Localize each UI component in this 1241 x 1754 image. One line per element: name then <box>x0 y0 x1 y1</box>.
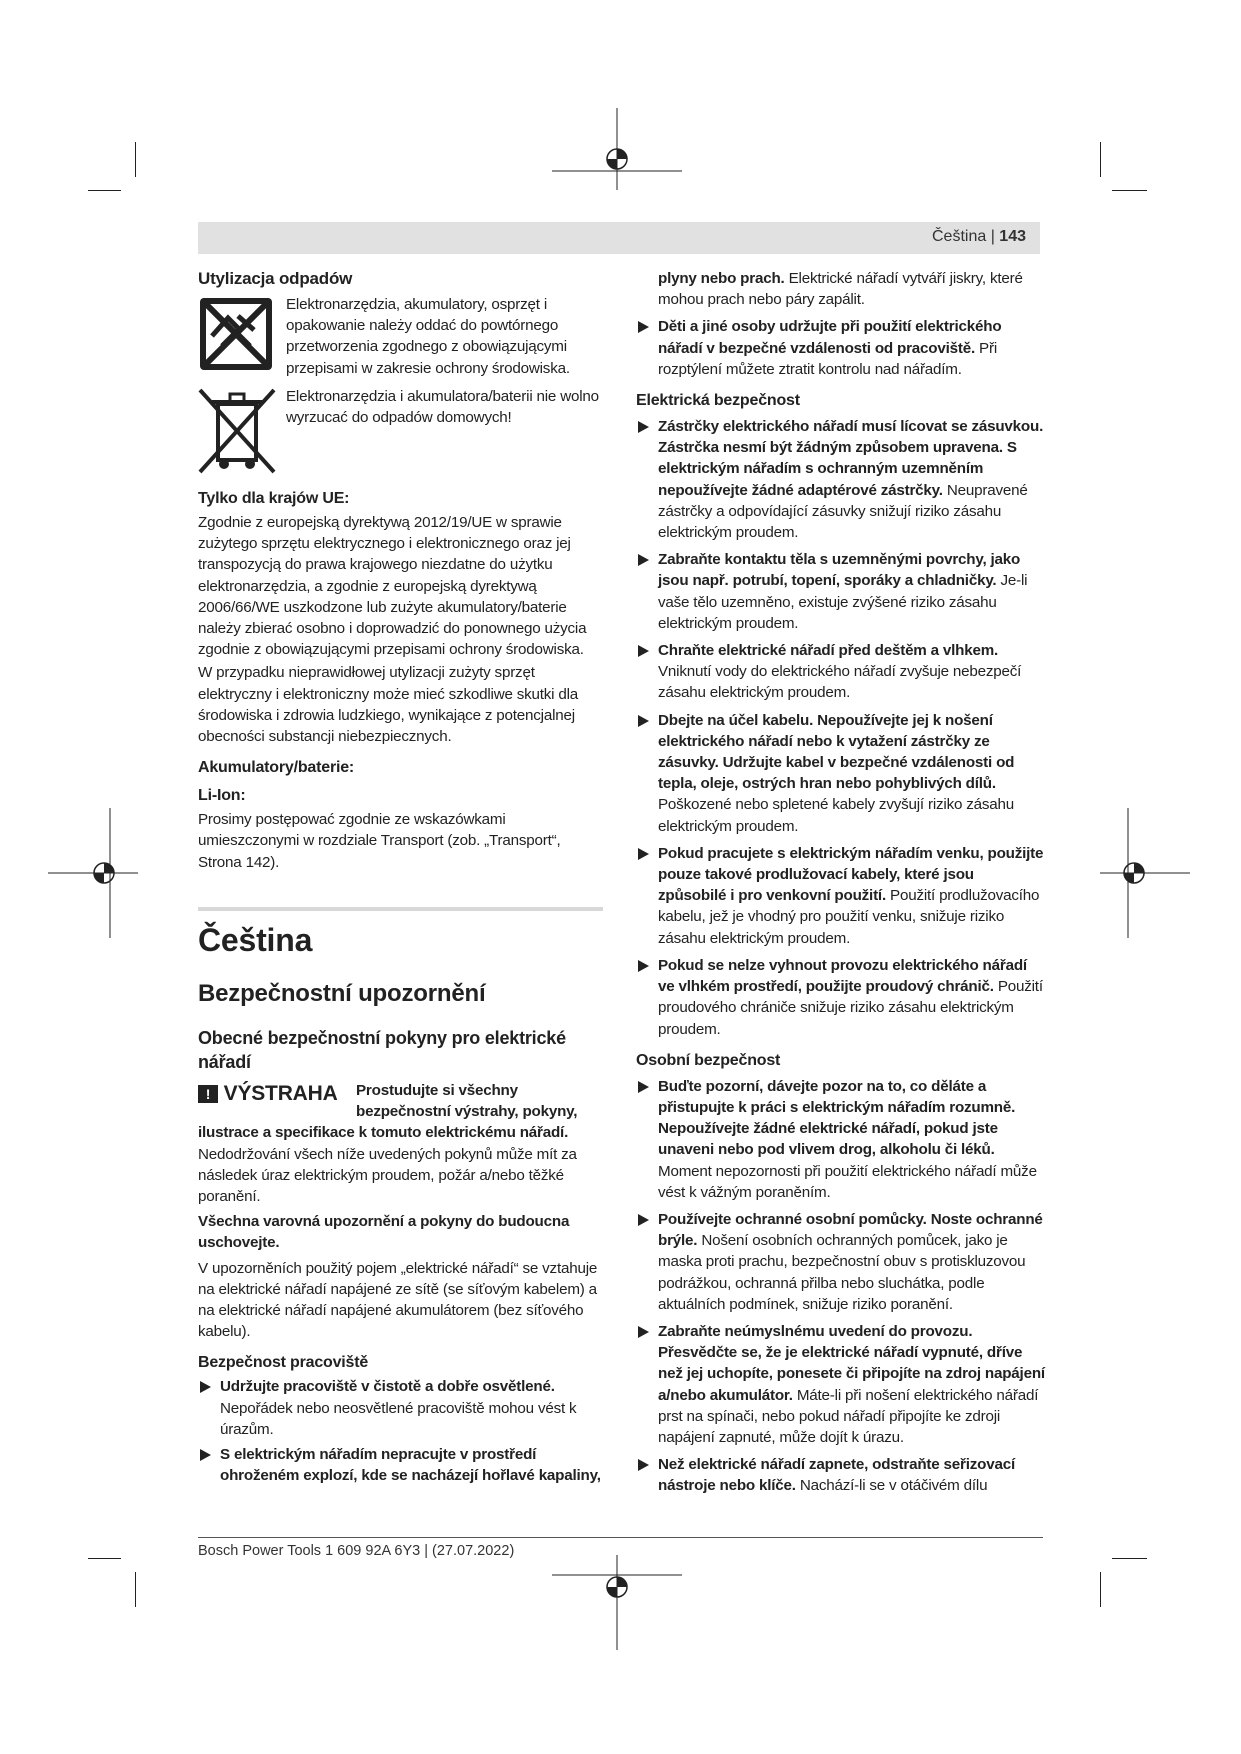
crossed-bin-icon <box>198 388 276 474</box>
general-safety-title: Obecné bezpečnostní pokyny pro elektrické nářadí <box>198 1028 566 1072</box>
list-item <box>198 1376 606 1440</box>
item-text: Nepořádek nebo neosvětlené pracoviště mohou vést k úrazům. <box>220 1399 577 1438</box>
item-bold: Udržujte pracoviště v čistotě a dobře osvětlené. <box>220 1378 555 1396</box>
disposal-paragraph-1: Elektronarzędzia, akumulatory, osprzęt i opakowanie należy oddać do powtórnego przetworzenia zgodnego z obowiązującymi przepisami w zakresie ochrony środowiska. <box>286 296 570 377</box>
crop-mark <box>1100 142 1101 177</box>
item-text: Nošení osobních ochranných pomůcek, jako je maska proti prachu, bezpečnostní obuv s protiskluzovou podrážkou, ochranná přilba nebo sluchátka, podle aktuálních podmínek, snižuje riziko poranění. <box>658 1232 1026 1313</box>
item-text: Použití prodlužovacího kabelu, jež je vhodný pro použití venku, snižuje riziko zásahu elektrickým proudem. <box>658 887 1040 947</box>
right-column <box>636 268 1046 1497</box>
registration-target-icon <box>1100 808 1190 938</box>
item-bold: Používejte ochranné osobní pomůcky. Noste ochranné brýle. <box>658 1210 1043 1250</box>
warning-label-text: VÝSTRAHA <box>223 1082 338 1105</box>
item-text: Vniknutí vody do elektrického nářadí zvyšuje nebezpečí zásahu elektrickým proudem. <box>658 663 1022 702</box>
item-bold: plyny nebo prach. <box>658 270 785 287</box>
disposal-recycle-block <box>198 294 606 386</box>
eu-title: Tylko dla krajów UE: <box>198 490 350 507</box>
list-item <box>198 1444 606 1486</box>
crop-mark <box>1100 1572 1101 1607</box>
eu-paragraph-1: Zgodnie z europejską dyrektywą 2012/19/UE w sprawie zużytego sprzętu elektrycznego i elektronicznego oraz jej transpozycją do prawa krajowego niezdatne do użytku elektronarzędzia, a zgodnie z europejską dyrektywą 2006/66/WE uszkodzone lub zużyte akumulatory/baterie należy zbierać osobno i doprowadzić do ponownego użycia zgodnie z obowiązującymi przepisami ochrony środowiska. <box>198 514 587 659</box>
eu-paragraph-2: W przypadku nieprawidłowej utylizacji zużyty sprzęt elektryczny i elektroniczny może mieć szkodliwe skutki dla środowiska i zdrowia ludzkiego, wynikające z potencjalnej obecności substancji niebezpiecznych. <box>198 664 579 746</box>
liion-paragraph: Prosimy postępować zgodnie ze wskazówkami umieszczonymi w rozdziale Transport (zob. „Transport“, Strona 142). <box>198 811 561 871</box>
item-bold: Děti a jiné osoby udržujte při použití elektrického nářadí v bezpečné vzdálenosti od pracoviště. <box>658 318 1002 357</box>
header-language: Čeština <box>931 228 987 245</box>
bullet-arrow-icon <box>638 1326 649 1338</box>
list-item <box>636 1209 1046 1315</box>
list-item <box>636 1076 1046 1203</box>
crop-mark <box>1112 1558 1147 1559</box>
item-text: Poškozené nebo spletené kabely zvyšují riziko zásahu elektrickým proudem. <box>658 796 1014 835</box>
item-text: Neupravené zástrčky a odpovídající zásuvky snižují riziko zásahu elektrickým proudem. <box>658 481 1028 542</box>
item-bold: Zástrčky elektrického nářadí musí lícovat se zásuvkou. Zástrčka nesmí být žádným způsobem upravena. S elektrickým nářadím s ochranným uzemněním nepoužívejte žádné adaptérové zástrčky. <box>658 418 1044 499</box>
registration-target-icon <box>552 108 682 198</box>
item-bold: Zabraňte neúmyslnému uvedení do provozu. Přesvědčte se, že je elektrické nářadí vypnuté, dříve než jej uchopíte, ponesete či připojíte na zdroj napájení a/nebo akumulátor. <box>658 1322 1045 1404</box>
list-item <box>636 1454 1046 1496</box>
term-explanation: V upozorněních použitý pojem „elektrické nářadí“ se vztahuje na elektrické nářadí napájené ze sítě (se síťovým kabelem) a na elektrické nářadí napájené akumulátorem (bez síťového kabelu). <box>198 1259 598 1341</box>
bullet-arrow-icon <box>638 321 649 333</box>
warning-bold-text: Prostudujte si všechny bezpečnostní výstrahy, pokyny, ilustrace a specifikace k tomuto elektrickému nářadí. <box>198 1082 578 1142</box>
bullet-arrow-icon <box>200 1381 211 1393</box>
bullet-arrow-icon <box>638 848 649 860</box>
header-separator: | <box>990 228 995 245</box>
item-text: Při rozptýlení můžete ztratit kontrolu nad nářadím. <box>658 339 997 378</box>
list-item <box>636 955 1046 1040</box>
language-title: Čeština <box>198 922 313 958</box>
left-column <box>198 268 606 873</box>
item-bold: S elektrickým nářadím nepracujte v prostředí ohroženém explozí, kde se nacházejí hořlavé kapaliny, <box>220 1446 601 1485</box>
bullet-arrow-icon <box>638 1081 649 1093</box>
electrical-title: Elektrická bezpečnost <box>636 392 800 410</box>
liion-title: Li-Ion: <box>198 787 246 805</box>
footer-rule <box>198 1537 1043 1538</box>
list-item <box>636 316 1046 380</box>
list-item <box>636 416 1046 543</box>
workplace-title: Bezpečnost pracoviště <box>198 1354 369 1372</box>
page-header <box>198 222 1040 254</box>
item-text: Moment nepozornosti při použití elektrického nářadí může vést k vážným poraněním. <box>658 1162 1037 1201</box>
header-text <box>932 228 1026 246</box>
item-bold: Buďte pozorní, dávejte pozor na to, co děláte a přistupujte k práci s elektrickým nářadím rozumně. Nepoužívejte žádné elektrické nářadí, pokud jste unaveni nebo pod vlivem drog, alkoholu či léků. <box>658 1077 1016 1159</box>
item-text: Elektrické nářadí vytváří jiskry, které mohou prach nebo páry zapálit. <box>658 270 1023 309</box>
list-item <box>636 549 1046 634</box>
registration-target-icon <box>48 808 138 938</box>
continued-item <box>636 268 1046 310</box>
warning-label <box>198 1080 356 1122</box>
crop-mark <box>88 190 121 191</box>
left-column-czech <box>198 920 606 1486</box>
list-item <box>636 1321 1046 1448</box>
keep-instructions: Všechna varovná upozornění a pokyny do budoucna uschovejte. <box>198 1213 570 1252</box>
bullet-arrow-icon <box>638 421 649 433</box>
item-text: Nachází-li se v otáčivém dílu <box>799 1477 988 1495</box>
crop-mark <box>135 1572 136 1607</box>
registration-target-icon <box>552 1555 682 1650</box>
bullet-arrow-icon <box>638 554 649 566</box>
warning-icon: ! <box>198 1085 218 1103</box>
bullet-arrow-icon <box>200 1449 211 1461</box>
bullet-arrow-icon <box>638 1459 649 1471</box>
personal-title: Osobní bezpečnost <box>636 1051 781 1069</box>
item-bold: Zabraňte kontaktu těla s uzemněnými povrchy, jako jsou např. potrubí, topení, sporáky a chladničky. <box>658 551 1021 590</box>
bullet-arrow-icon <box>638 715 649 727</box>
item-text: Máte-li při nošení elektrického nářadí prst na spínači, nebo pokud nářadí připojíte ke zdroji napájení zapnuté, může dojít k úrazu. <box>658 1386 1039 1446</box>
battery-title: Akumulatory/baterie: <box>198 759 355 777</box>
safety-title: Bezpečnostní upozornění <box>198 980 486 1007</box>
list-item <box>636 843 1046 949</box>
crop-mark <box>88 1558 121 1559</box>
item-bold: Než elektrické nářadí zapnete, odstraňte seřizovací nástroje nebo klíče. <box>658 1456 1015 1495</box>
disposal-paragraph-2: Elektronarzędzia i akumulatora/baterii nie wolno wyrzucać do odpadów domowych! <box>286 388 599 427</box>
section-divider <box>198 907 603 911</box>
item-bold: Pokud pracujete s elektrickým nářadím venku, použijte pouze takové prodlužovací kabely, které jsou způsobilé i pro venkovní použití. <box>658 844 1044 905</box>
list-item <box>636 640 1046 704</box>
item-bold: Pokud se nelze vyhnout provozu elektrického nářadí ve vlhkém prostředí, použijte proudový chránič. <box>658 956 1027 996</box>
recycle-packaging-icon <box>198 296 274 372</box>
bullet-arrow-icon <box>638 645 649 657</box>
crop-mark <box>1112 190 1147 191</box>
disposal-title: Utylizacja odpadów <box>198 269 353 288</box>
item-text: Je-li vaše tělo uzemněno, existuje zvýšené riziko zásahu elektrickým proudem. <box>658 572 1028 632</box>
bullet-arrow-icon <box>638 1214 649 1226</box>
warning-block <box>198 1080 606 1144</box>
page-number: 143 <box>999 228 1026 245</box>
crop-mark <box>135 142 136 177</box>
warning-text: Nedodržování všech níže uvedených pokynů může mít za následek úraz elektrickým proudem, požár a/nebo těžké poranění. <box>198 1145 577 1206</box>
list-item <box>636 710 1046 837</box>
disposal-bin-block <box>198 386 606 478</box>
bullet-arrow-icon <box>638 960 649 972</box>
item-bold: Chraňte elektrické nářadí před deštěm a vlhkem. <box>658 642 999 660</box>
item-text: Použití proudového chrániče snižuje riziko zásahu elektrickým proudem. <box>658 978 1043 1038</box>
item-bold: Dbejte na účel kabelu. Nepoužívejte jej k nošení elektrického nářadí nebo k vytažení zástrčky ze zásuvky. Udržujte kabel v bezpečné vzdálenosti od tepla, oleje, ostrých hran nebo pohyblivých dílů. <box>658 711 1015 793</box>
page-footer: Bosch Power Tools 1 609 92A 6Y3 | (27.07.2022) <box>198 1543 515 1559</box>
